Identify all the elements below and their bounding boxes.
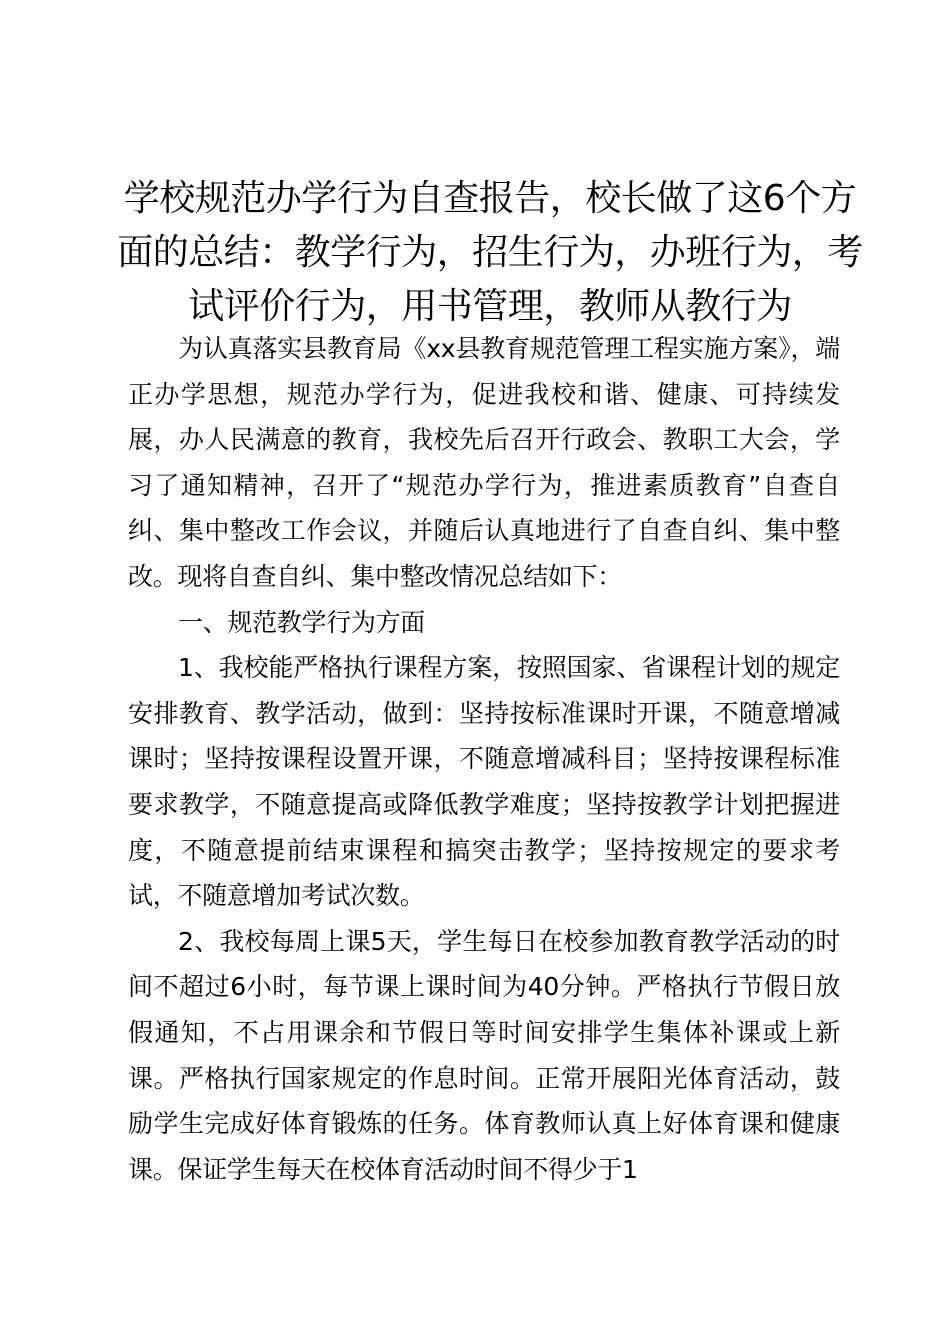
document-body <box>128 326 840 1192</box>
section-heading: 一、规范教学行为方面 <box>178 607 426 637</box>
body-paragraph: 2、我校每周上课5天，学生每日在校参加教育教学活动的时间不超过6小时，每节课上课时间为40分钟。严格执行节假日放假通知，不占用课余和节假日等时间安排学生集体补课或上新课。严格执行国家规定的作息时间。正常开展阳光体育活动，鼓励学生完成好体育锻炼的任务。体育教师认真上好体育课和健康课。保证学生每天在校体育活动时间不得少于1 <box>128 926 840 1184</box>
intro-paragraph: 为认真落实县教育局《xx县教育规范管理工程实施方案》，端正办学思想，规范办学行为，促进我校和谐、健康、可持续发展，办人民满意的教育，我校先后召开行政会、教职工大会，学习了通知精神，召开了“规范办学行为，推进素质教育”自查自纠、集中整改工作会议，并随后认真地进行了自查自纠、集中整改。现将自查自纠、集中整改情况总结如下： <box>128 334 840 591</box>
document-title: 学校规范办学行为自查报告，校长做了这6个方面的总结：教学行为，招生行为，办班行为，考试评价行为，用书管理，教师从教行为 <box>117 178 863 327</box>
body-paragraph: 1、我校能严格执行课程方案，按照国家、省课程计划的规定安排教育、教学活动，做到：坚持按标准课时开课，不随意增减课时；坚持按课程设置开课，不随意增减科目；坚持按课程标准要求教学，不随意提高或降低教学难度；坚持按教学计划把握进度，不随意提前结束课程和搞突击教学；坚持按规定的要求考试，不随意增加考试次数。 <box>128 653 840 911</box>
